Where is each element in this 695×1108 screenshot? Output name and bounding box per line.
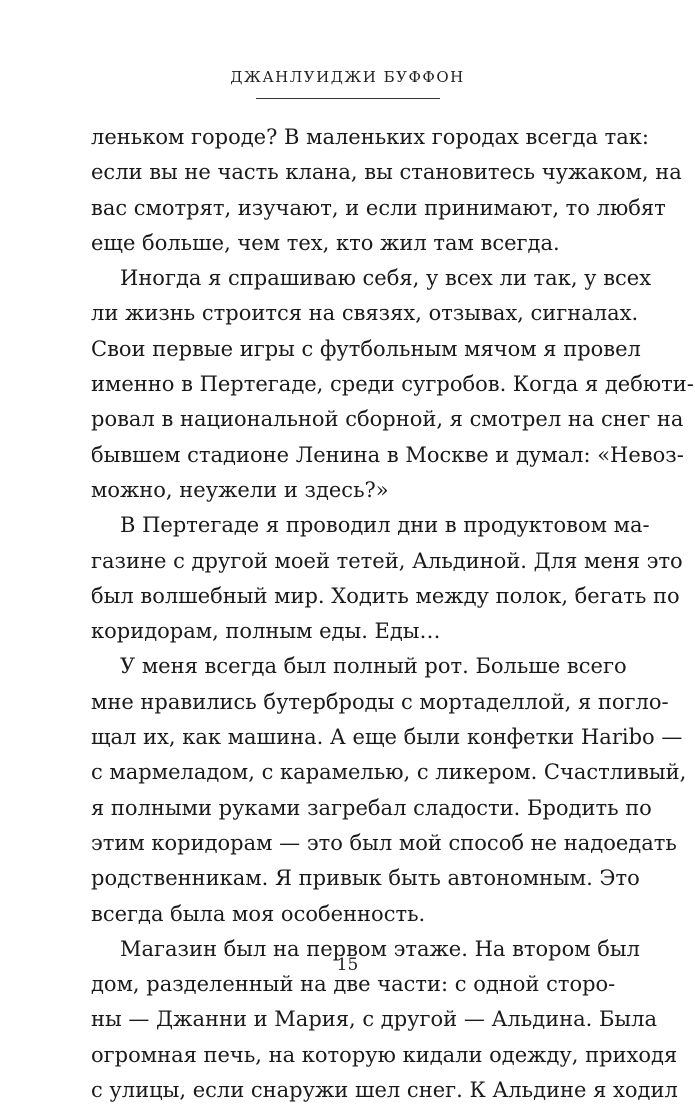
- text-line: газине с другой моей тетей, Альдиной. Для меня это: [91, 548, 683, 573]
- text-line: ны — Джанни и Мария, с другой — Альдина. Была: [91, 1007, 658, 1032]
- paragraph: [91, 261, 694, 508]
- text-line: именно в Пертегаде, среди сугробов. Когда я дебюти-: [91, 372, 694, 397]
- text-line: бывшем стадионе Ленина в Москве и думал: «Невоз-: [91, 442, 684, 467]
- text-line: еще больше, чем тех, кто жил там всегда.: [91, 230, 560, 255]
- text-line: Иногда я спрашиваю себя, у всех ли так, у всех: [120, 266, 652, 291]
- text-line: мне нравились бутерброды с мортаделлой, я погло-: [91, 689, 669, 714]
- running-head: ДЖАНЛУИДЖИ БУФФОН: [230, 68, 465, 86]
- text-line: вас смотрят, изучают, и если принимают, то любят: [91, 195, 666, 220]
- page-number: 15: [336, 955, 359, 975]
- text-line: этим коридорам — это был мой способ не надоедать: [91, 830, 677, 855]
- paragraph: [91, 120, 682, 261]
- text-line: щал их, как машина. А еще были конфетки Haribo —: [91, 725, 683, 750]
- text-line: В Пертегаде я проводил дни в продуктовом ма-: [120, 513, 650, 538]
- text-line: с мармеладом, с карамелью, с ликером. Счастливый,: [91, 760, 687, 785]
- text-line: У меня всегда был полный рот. Больше всего: [120, 654, 627, 679]
- text-line: если вы не часть клана, вы становитесь чужаком, на: [91, 160, 682, 185]
- text-line: ли жизнь строится на связях, отзывах, сигналах.: [91, 301, 639, 326]
- text-line: дом, разделенный на две части: с одной сторо-: [91, 972, 616, 997]
- text-line: Свои первые игры с футбольным мячом я провел: [91, 336, 641, 361]
- text-line: с улицы, если снаружи шел снег. К Альдине я ходил: [91, 1078, 678, 1103]
- text-line: леньком городе? В маленьких городах всегда так:: [91, 125, 649, 149]
- paragraph: [91, 649, 687, 931]
- text-line: огромная печь, на которую кидали одежду, приходя: [91, 1042, 678, 1067]
- text-line: ровал в национальной сборной, я смотрел на снег на: [91, 407, 684, 432]
- text-line: можно, неужели и здесь?»: [91, 477, 389, 502]
- paragraph: [91, 508, 683, 649]
- text-line: всегда была моя особенность.: [91, 901, 426, 926]
- running-head-rule: [256, 98, 440, 99]
- text-line: Магазин был на первом этаже. На втором был: [120, 936, 640, 961]
- text-line: я полными руками загребал сладости. Бродить по: [91, 795, 652, 820]
- text-line: родственникам. Я привык быть автономным. Это: [91, 866, 640, 891]
- text-line: коридорам, полным еды. Еды…: [91, 619, 441, 644]
- text-line: был волшебный мир. Ходить между полок, бегать по: [91, 583, 680, 608]
